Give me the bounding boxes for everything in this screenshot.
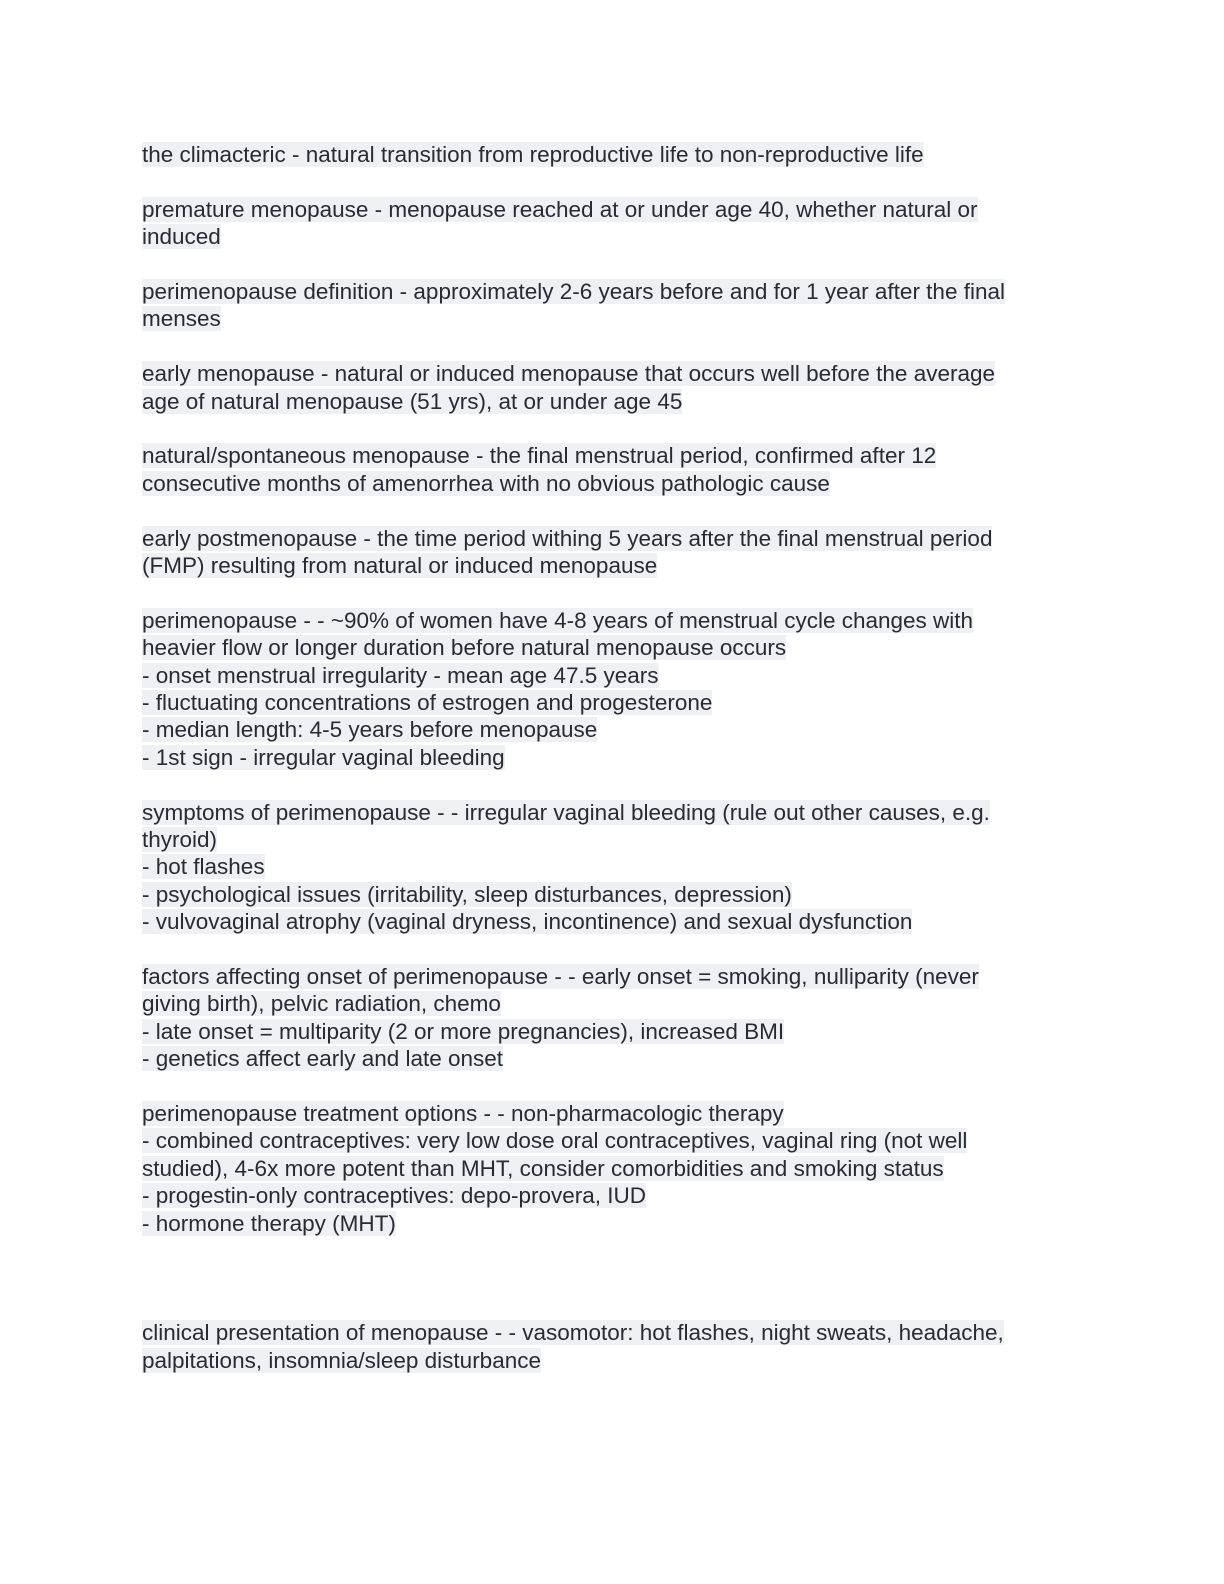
entry-line: early menopause - natural or induced menopause that occurs well before the average bbox=[142, 361, 996, 387]
entry-line: - hormone therapy (MHT) bbox=[142, 1210, 396, 1236]
entry-line: palpitations, insomnia/sleep disturbance bbox=[142, 1347, 541, 1373]
entry-line: factors affecting onset of perimenopause - - early onset = smoking, nulliparity (never bbox=[142, 964, 979, 990]
entry-line: - combined contraceptives: very low dose oral contraceptives, vaginal ring (not well bbox=[142, 1128, 968, 1154]
entry-line: menses bbox=[142, 306, 221, 332]
entry-line: natural/spontaneous menopause - the final menstrual period, confirmed after 12 bbox=[142, 443, 937, 469]
entry-line: consecutive months of amenorrhea with no obvious pathologic cause bbox=[142, 470, 830, 496]
entry-climacteric bbox=[142, 141, 1082, 168]
entry-line: thyroid) bbox=[142, 827, 218, 853]
entry-early-menopause bbox=[142, 360, 1082, 415]
entry-early-postmenopause bbox=[142, 525, 1082, 580]
entry-line: - progestin-only contraceptives: depo-provera, IUD bbox=[142, 1183, 646, 1209]
entry-line: - hot flashes bbox=[142, 854, 265, 880]
entry-perimenopause-definition bbox=[142, 278, 1082, 333]
entry-line: studied), 4-6x more potent than MHT, consider comorbidities and smoking status bbox=[142, 1155, 944, 1181]
entry-line: clinical presentation of menopause - - vasomotor: hot flashes, night sweats, headache, bbox=[142, 1320, 1004, 1346]
entry-treatment-options bbox=[142, 1100, 1082, 1237]
entry-line: - onset menstrual irregularity - mean age 47.5 years bbox=[142, 662, 659, 688]
entry-perimenopause bbox=[142, 607, 1082, 771]
entry-symptoms-perimenopause bbox=[142, 799, 1082, 936]
entry-line: perimenopause - - ~90% of women have 4-8 years of menstrual cycle changes with bbox=[142, 607, 974, 633]
entry-line: the climacteric - natural transition from reproductive life to non-reproductive life bbox=[142, 142, 924, 167]
entry-line: premature menopause - menopause reached at or under age 40, whether natural or bbox=[142, 196, 978, 222]
entry-line: (FMP) resulting from natural or induced menopause bbox=[142, 553, 658, 579]
entry-line: perimenopause definition - approximately 2-6 years before and for 1 year after the final bbox=[142, 279, 1005, 304]
entry-natural-menopause bbox=[142, 442, 1082, 497]
entry-premature-menopause bbox=[142, 196, 1082, 251]
entry-line: - 1st sign - irregular vaginal bleeding bbox=[142, 744, 505, 770]
entry-line: - late onset = multiparity (2 or more pregnancies), increased BMI bbox=[142, 1018, 785, 1044]
entry-line: - psychological issues (irritability, sleep disturbances, depression) bbox=[142, 881, 792, 907]
entry-line: - fluctuating concentrations of estrogen and progesterone bbox=[142, 690, 713, 716]
notes-body bbox=[142, 141, 1082, 1401]
entry-onset-factors bbox=[142, 963, 1082, 1073]
entry-line: giving birth), pelvic radiation, chemo bbox=[142, 991, 501, 1017]
entry-line: - genetics affect early and late onset bbox=[142, 1046, 504, 1072]
entry-line: - median length: 4-5 years before menopause bbox=[142, 717, 598, 743]
entry-line: - vulvovaginal atrophy (vaginal dryness, incontinence) and sexual dysfunction bbox=[142, 909, 913, 935]
entry-line: heavier flow or longer duration before natural menopause occurs bbox=[142, 635, 787, 661]
entry-line: early postmenopause - the time period withing 5 years after the final menstrual period bbox=[142, 525, 993, 551]
entry-line: symptoms of perimenopause - - irregular vaginal bleeding (rule out other causes, e.g. bbox=[142, 799, 990, 825]
entry-clinical-presentation bbox=[142, 1319, 1082, 1374]
entry-line: perimenopause treatment options - - non-pharmacologic therapy bbox=[142, 1101, 784, 1127]
entry-line: age of natural menopause (51 yrs), at or under age 45 bbox=[142, 388, 683, 414]
entry-line: induced bbox=[142, 224, 221, 250]
